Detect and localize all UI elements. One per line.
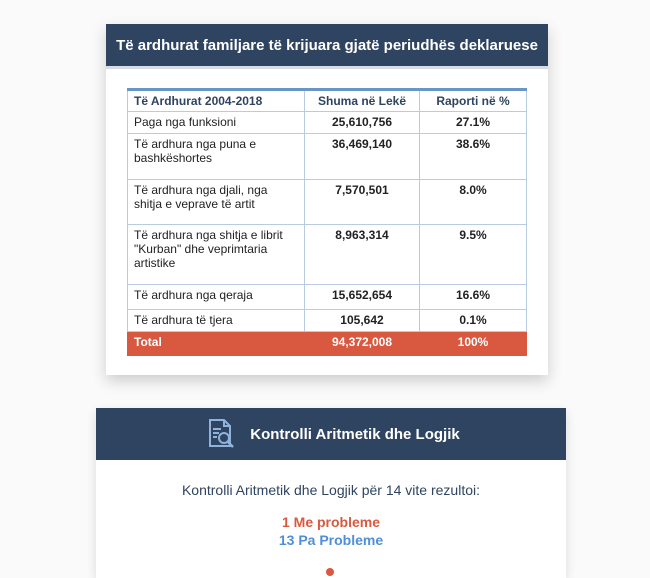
row-label: Të ardhura nga puna e bashkëshortes (128, 134, 305, 180)
total-percent: 100% (420, 332, 527, 356)
result-ok: 13 Pa Probleme (278, 532, 384, 548)
row-amount: 15,652,654 (305, 285, 420, 310)
income-table (127, 88, 527, 356)
row-percent: 9.5% (420, 225, 527, 285)
row-amount: 7,570,501 (305, 180, 420, 225)
row-amount: 25,610,756 (305, 112, 420, 134)
row-label: Të ardhura nga shitja e librit "Kurban" dhe veprimtaria artistike (128, 225, 305, 285)
table-row (128, 225, 527, 285)
table-row (128, 310, 527, 332)
total-amount: 94,372,008 (305, 332, 420, 356)
table-row (128, 134, 527, 180)
row-label: Paga nga funksioni (128, 112, 305, 134)
row-amount: 105,642 (305, 310, 420, 332)
column-header-amount: Shuma në Lekë (305, 90, 420, 112)
column-header-category: Të Ardhurat 2004-2018 (128, 90, 305, 112)
audit-card-title: Kontrolli Aritmetik dhe Logjik (250, 425, 460, 443)
table-row (128, 112, 527, 134)
audit-card-header (96, 408, 566, 460)
row-label: Të ardhura të tjera (128, 310, 305, 332)
column-header-percent: Raporti në % (420, 90, 527, 112)
row-amount: 8,963,314 (305, 225, 420, 285)
table-row (128, 180, 527, 225)
total-label: Total (128, 332, 305, 356)
row-percent: 0.1% (420, 310, 527, 332)
row-percent: 27.1% (420, 112, 527, 134)
audit-card (96, 408, 566, 578)
result-problems: 1 Me probleme (281, 514, 381, 530)
document-magnifier-icon (202, 416, 238, 452)
row-label: Të ardhura nga djali, nga shitja e veprave të artit (128, 180, 305, 225)
table-header-row (128, 90, 527, 112)
row-amount: 36,469,140 (305, 134, 420, 180)
row-percent: 38.6% (420, 134, 527, 180)
timeline-dot (326, 568, 334, 576)
table-row (128, 285, 527, 310)
audit-summary: Kontrolli Aritmetik dhe Logjik për 14 vite rezultoi: (181, 482, 481, 498)
row-percent: 16.6% (420, 285, 527, 310)
income-card-title: Të ardhurat familjare të krijuara gjatë periudhës deklaruese (106, 24, 548, 69)
total-row (128, 332, 527, 356)
row-percent: 8.0% (420, 180, 527, 225)
audit-card-body (96, 482, 566, 548)
row-label: Të ardhura nga qeraja (128, 285, 305, 310)
income-card (106, 24, 548, 375)
